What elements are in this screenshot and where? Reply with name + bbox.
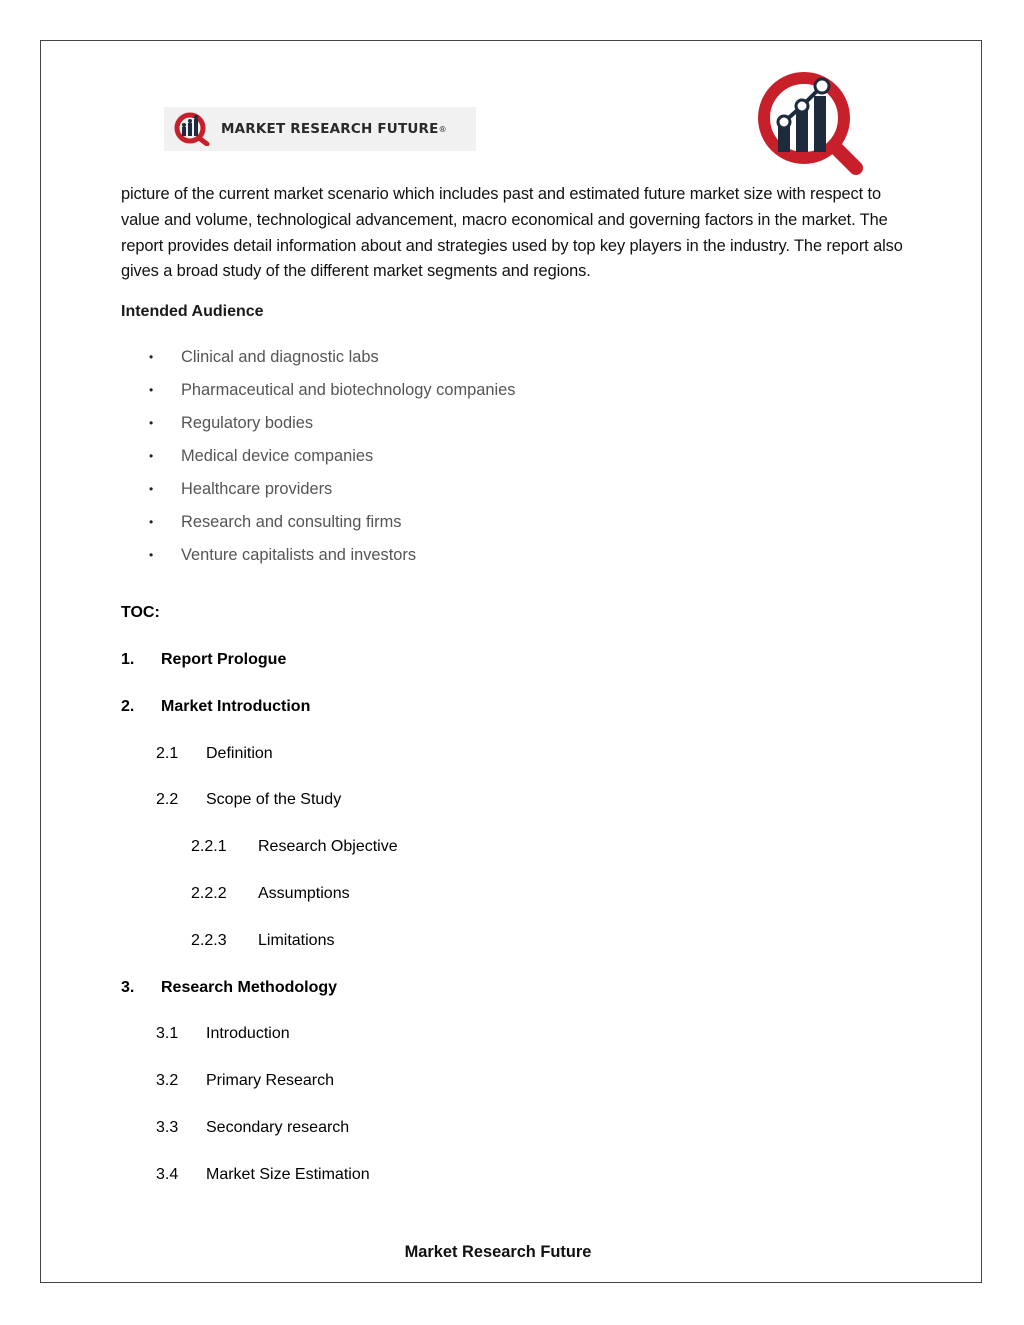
toc-entry <box>156 1166 370 1184</box>
audience-list <box>149 345 515 576</box>
intro-paragraph: picture of the current market scenario which includes past and estimated future market size with respect to value and volume, technological advancement, macro economical and governing factors in the market. The report provides detail information about and strategies used by top key players in the industry. The report also gives a broad study of the different market segments and regions. <box>121 185 903 281</box>
toc-entry <box>121 979 337 997</box>
toc-number: 3.4 <box>156 1166 179 1183</box>
list-item-text: Healthcare providers <box>181 480 333 498</box>
toc-label: Market Size Estimation <box>206 1166 370 1183</box>
bullet: • <box>149 449 154 463</box>
toc-entry <box>191 932 334 950</box>
toc-number: 2.2.2 <box>191 885 227 902</box>
list-item-text: Clinical and diagnostic labs <box>181 348 379 366</box>
toc-label: Primary Research <box>206 1072 335 1089</box>
toc-label: Research Methodology <box>161 979 338 996</box>
toc-entry <box>121 698 310 716</box>
toc-number: 3.2 <box>156 1072 179 1089</box>
toc-entry <box>156 1119 349 1137</box>
list-item <box>149 411 515 444</box>
brand-magnifier-logo-icon <box>756 66 868 176</box>
toc-entry <box>191 838 398 856</box>
toc-number: 3.1 <box>156 1025 179 1042</box>
bullet: • <box>149 350 154 364</box>
bullet: • <box>149 515 154 529</box>
list-item-text: Venture capitalists and investors <box>181 546 417 564</box>
bullet: • <box>149 383 154 397</box>
toc-number: 2.1 <box>156 745 179 762</box>
intended-audience-heading: Intended Audience <box>121 303 264 320</box>
brand-logo-text: MARKET RESEARCH FUTURE <box>221 121 439 137</box>
toc-label: Report Prologue <box>161 651 287 668</box>
toc-label: Definition <box>206 745 273 762</box>
bullet: • <box>149 482 154 496</box>
list-item <box>149 477 515 510</box>
page-footer: Market Research Future <box>404 1243 592 1261</box>
list-item <box>149 543 515 576</box>
list-item-text: Medical device companies <box>181 447 374 465</box>
list-item <box>149 444 515 477</box>
toc-label: Scope of the Study <box>206 791 342 808</box>
toc-number: 2.2 <box>156 791 179 808</box>
toc-label: Introduction <box>206 1025 290 1042</box>
toc-label: Secondary research <box>206 1119 350 1136</box>
registered-mark: ® <box>438 124 447 134</box>
toc-number: 3. <box>121 979 135 996</box>
list-item <box>149 378 515 411</box>
toc-entry <box>156 791 341 809</box>
toc-entry <box>121 651 286 669</box>
toc-number: 2. <box>121 698 135 715</box>
toc-label: Assumptions <box>258 885 350 902</box>
toc-number: 3.3 <box>156 1119 179 1136</box>
list-item-text: Pharmaceutical and biotechnology companies <box>181 381 516 399</box>
toc-entry <box>156 745 273 763</box>
list-item-text: Regulatory bodies <box>181 414 314 432</box>
list-item <box>149 510 515 543</box>
brand-logo-wide <box>164 107 476 151</box>
bullet: • <box>149 416 154 430</box>
toc-label: Research Objective <box>258 838 398 855</box>
toc-number: 2.2.1 <box>191 838 227 855</box>
toc-label: Limitations <box>258 932 335 949</box>
toc-label: Market Introduction <box>161 698 311 715</box>
toc-entry <box>191 885 350 903</box>
toc-entry <box>156 1072 334 1090</box>
toc-entry <box>156 1025 290 1043</box>
list-item <box>149 345 515 378</box>
list-item-text: Research and consulting firms <box>181 513 402 531</box>
toc-number: 1. <box>121 651 135 668</box>
brand-mark-icon <box>170 112 216 146</box>
toc-number: 2.2.3 <box>191 932 227 949</box>
bullet: • <box>149 548 154 562</box>
toc-heading: TOC: <box>121 604 160 621</box>
